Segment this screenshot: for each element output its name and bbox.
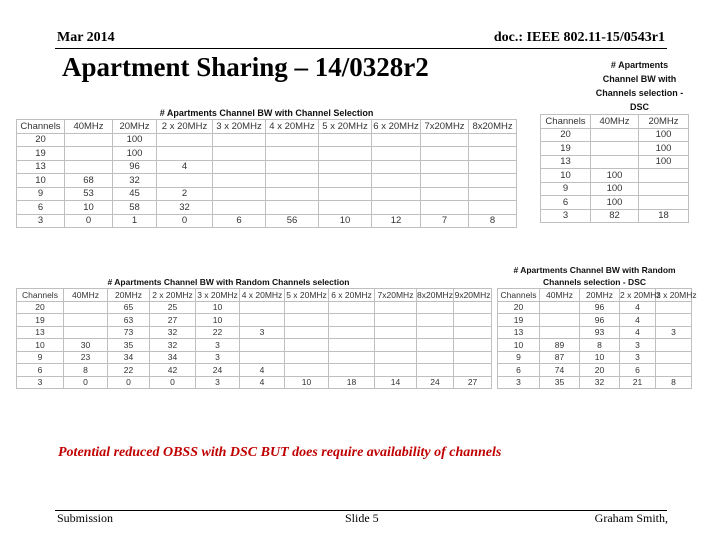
table-cell [469,133,517,147]
table-row [541,169,689,183]
column-header: 6 x 20MHz [373,120,419,132]
table-cell: 20 [541,128,591,142]
footer-submission: Submission [57,511,114,525]
table-cell: 100 [591,196,639,210]
table-cell [266,187,319,201]
table-cell [417,364,454,377]
table-cell: 10 [196,314,240,327]
table-cell [469,147,517,161]
table-caption: DSC [629,102,649,112]
table-cell: 6 [498,364,540,377]
table-row [541,128,689,142]
table-cell: 9 [17,187,65,201]
table-cell [469,187,517,201]
column-header: 40MHz [540,289,580,302]
table-cell [240,314,285,327]
table-cell: 6 [620,364,656,377]
table-cell [375,314,417,327]
table-cell: 0 [64,376,108,389]
table-cell: 35 [108,339,150,352]
table-cell: 19 [17,314,64,327]
table-cell [656,364,692,377]
table-cell: 6 [17,364,64,377]
table-cell: 68 [65,174,113,188]
table-cell: 3 [498,376,540,389]
table-cell [540,326,580,339]
table-cell [421,187,469,201]
table-cell: 4 [240,364,285,377]
table-cell [65,133,113,147]
table-cell [266,147,319,161]
table-cell: 4 [620,326,656,339]
column-header: 7x20MHz [375,289,417,302]
table-cell: 34 [108,351,150,364]
table-cell: 96 [580,301,620,314]
table-cell [213,147,266,161]
table-cell: 14 [375,376,417,389]
table-cell [319,201,372,215]
header-rule [55,48,667,49]
table-row [498,364,692,377]
table-cell: 2 [157,187,213,201]
table-cell [240,339,285,352]
table-cell [372,187,421,201]
table-cell [540,314,580,327]
column-header: 8x20MHz [417,289,453,300]
table-caption: Channels selection - DSC [543,277,646,287]
table-cell: 10 [285,376,329,389]
table-cell [319,147,372,161]
table-cell: 20 [498,301,540,314]
table-cell: 89 [540,339,580,352]
table-cell [213,160,266,174]
table-cell: 13 [498,326,540,339]
table-row [541,182,689,196]
table-cell: 4 [240,376,285,389]
table-cell: 3 [196,339,240,352]
column-header: 20MHz [580,289,620,302]
table-cell [213,133,266,147]
table-cell: 100 [113,133,157,147]
table-cell: 20 [580,364,620,377]
table-cell [65,160,113,174]
table-cell: 8 [580,339,620,352]
table-cell: 8 [64,364,108,377]
table-row [541,142,689,156]
table-cell [329,351,375,364]
table-cell: 19 [541,142,591,156]
table-cell [266,201,319,215]
column-header: Channels [541,115,591,129]
table-cell: 0 [65,214,113,228]
table-cell: 12 [372,214,421,228]
column-header: 2 x 20MHz [620,289,661,300]
table-cell [454,364,492,377]
table-row [17,133,517,147]
table-cell: 25 [150,301,196,314]
table-cell [372,201,421,215]
column-header: 2 x 20MHz [150,289,196,302]
column-header: 9x20MHz [454,289,491,300]
table-cell: 7 [421,214,469,228]
table-cell: 10 [196,301,240,314]
table-cell: 24 [196,364,240,377]
table-row [17,364,492,377]
table-cell: 53 [65,187,113,201]
table-cell: 93 [580,326,620,339]
column-header: 5 x 20MHz [286,289,327,300]
table-cell [285,351,329,364]
table-cell: 22 [196,326,240,339]
table-cell [285,364,329,377]
table-cell: 32 [150,326,196,339]
table-cell [329,364,375,377]
table-row [17,326,492,339]
table-cell: 32 [580,376,620,389]
table-cell: 100 [639,128,689,142]
table-cell: 10 [498,339,540,352]
table-channel-selection-dsc [540,58,688,238]
table-cell [639,169,689,183]
table-cell [375,351,417,364]
table-cell [639,182,689,196]
column-header: 3 x 20MHz [656,289,697,300]
table-cell [372,174,421,188]
table-row [17,314,492,327]
table-cell [417,339,454,352]
table-cell [454,326,492,339]
table-row [17,160,517,174]
table-cell: 10 [580,351,620,364]
column-header: 20MHz [639,115,689,129]
table-cell [375,339,417,352]
table-cell [421,174,469,188]
table-cell: 8 [656,376,692,389]
table-cell [656,314,692,327]
table-cell: 6 [213,214,266,228]
table-cell [656,351,692,364]
table-cell: 27 [454,376,492,389]
table-cell [372,147,421,161]
table-cell: 9 [541,182,591,196]
column-header: 2 x 20MHz [157,120,213,134]
column-header: 20MHz [108,289,150,302]
table-cell: 63 [108,314,150,327]
table-cell [454,351,492,364]
table-cell: 100 [639,155,689,169]
table-cell: 3 [196,351,240,364]
table-cell [266,160,319,174]
table-cell: 100 [113,147,157,161]
column-header: 40MHz [64,289,108,302]
table-cell: 6 [541,196,591,210]
header-doc-id: doc.: IEEE 802.11-15/0543r1 [493,30,665,45]
table-cell: 4 [157,160,213,174]
table-cell [372,133,421,147]
table-cell: 3 [196,376,240,389]
table-row [541,209,689,223]
table-cell: 100 [591,182,639,196]
table-cell: 1 [113,214,157,228]
table-random-channel-selection-dsc [497,264,697,398]
table-cell [285,301,329,314]
table-caption: Channel BW with [602,74,677,84]
table-cell: 3 [240,326,285,339]
column-header: 40MHz [591,115,639,129]
table-cell [454,301,492,314]
table-cell: 58 [113,201,157,215]
table-cell: 10 [17,174,65,188]
column-header: 3 x 20MHz [197,289,238,300]
table-cell: 74 [540,364,580,377]
table-cell [157,147,213,161]
table-row [17,174,517,188]
table-row [498,301,692,314]
table-cell [454,314,492,327]
table-cell [240,301,285,314]
table-row [17,351,492,364]
table-channel-selection [16,106,516,238]
table-cell [591,155,639,169]
table-cell: 6 [17,201,65,215]
table-cell: 96 [580,314,620,327]
table-cell: 56 [266,214,319,228]
table-cell: 45 [113,187,157,201]
table-cell [64,314,108,327]
table-cell: 24 [417,376,454,389]
table-cell: 3 [17,214,65,228]
table-cell: 8 [469,214,517,228]
table-row [17,147,517,161]
table-cell [372,160,421,174]
table-row [498,326,692,339]
table-cell: 9 [498,351,540,364]
table-cell: 23 [64,351,108,364]
table-random-channel-selection [16,276,491,398]
table-cell: 82 [591,209,639,223]
table-caption: # Apartments Channel BW with Random [513,265,676,275]
table-cell: 34 [150,351,196,364]
table-cell [421,160,469,174]
table-cell [421,147,469,161]
table-cell: 20 [17,133,65,147]
conclusion-note: Potential reduced OBSS with DSC BUT does require availability of channels [58,445,502,460]
table-cell: 18 [329,376,375,389]
table-cell: 3 [17,376,64,389]
table-cell [329,314,375,327]
table-cell [469,160,517,174]
table-row [498,376,692,389]
table-cell: 10 [65,201,113,215]
column-header: Channels [17,120,65,134]
table-cell [469,201,517,215]
table-cell [266,174,319,188]
table-cell [319,133,372,147]
table-caption: # Apartments Channel BW with Random Channels selection [107,277,350,287]
table-cell: 100 [639,142,689,156]
table-cell [319,187,372,201]
table-row [498,351,692,364]
table-cell: 0 [157,214,213,228]
table-cell: 100 [591,169,639,183]
table-cell: 87 [540,351,580,364]
table-cell [213,187,266,201]
table-cell [157,174,213,188]
table-cell [64,326,108,339]
table-cell [417,314,454,327]
table-cell [329,326,375,339]
table-cell: 20 [17,301,64,314]
header-date: Mar 2014 [57,30,115,45]
table-cell: 22 [108,364,150,377]
table-cell [285,339,329,352]
table-cell [591,128,639,142]
footer-author: Graham Smith, [594,511,668,525]
table-cell [319,160,372,174]
table-cell [240,351,285,364]
table-caption: # Apartments [610,60,669,70]
table-cell: 3 [620,351,656,364]
table-cell [329,301,375,314]
table-cell: 96 [113,160,157,174]
table-cell [213,201,266,215]
table-cell [375,301,417,314]
table-cell: 13 [541,155,591,169]
table-row [17,376,492,389]
table-cell: 35 [540,376,580,389]
table-cell [375,364,417,377]
table-cell [417,326,454,339]
table-cell [656,301,692,314]
column-header: 3 x 20MHz [213,120,266,134]
table-cell [375,326,417,339]
table-cell [656,339,692,352]
column-header: 4 x 20MHz [240,289,285,302]
table-cell: 10 [319,214,372,228]
table-caption: Channels selection - [595,88,684,98]
table-cell [319,174,372,188]
table-cell [421,133,469,147]
footer-slide-number: Slide 5 [345,511,379,525]
column-header: 20MHz [113,120,157,134]
column-header: 6 x 20MHz [329,289,375,302]
table-cell: 65 [108,301,150,314]
table-cell [285,314,329,327]
table-cell: 0 [108,376,150,389]
table-cell: 4 [620,314,656,327]
slide-title: Apartment Sharing – 14/0328r2 [62,52,429,82]
table-row [17,201,517,215]
table-cell [454,339,492,352]
table-cell: 4 [620,301,656,314]
table-cell [469,174,517,188]
table-caption: # Apartments Channel BW with Channel Selection [159,107,374,118]
table-cell [417,301,454,314]
table-cell: 32 [113,174,157,188]
table-cell: 13 [17,326,64,339]
table-cell: 27 [150,314,196,327]
table-cell: 3 [541,209,591,223]
table-cell: 30 [64,339,108,352]
table-cell [329,339,375,352]
table-cell [540,301,580,314]
table-cell: 42 [150,364,196,377]
table-cell [639,196,689,210]
table-cell: 32 [150,339,196,352]
table-cell [421,201,469,215]
column-header: 4 x 20MHz [266,120,319,134]
table-cell [157,133,213,147]
table-row [17,187,517,201]
table-row [17,214,517,228]
table-cell: 10 [541,169,591,183]
table-cell: 19 [17,147,65,161]
table-row [541,155,689,169]
table-cell [285,326,329,339]
column-header: 5 x 20MHz [319,120,372,134]
table-cell [213,174,266,188]
table-row [498,314,692,327]
table-cell: 73 [108,326,150,339]
table-cell [64,301,108,314]
table-cell: 10 [17,339,64,352]
table-cell: 21 [620,376,656,389]
table-cell [65,147,113,161]
table-cell: 3 [620,339,656,352]
table-row [17,301,492,314]
column-header: Channels [498,289,540,302]
column-header: 40MHz [65,120,113,134]
table-cell: 18 [639,209,689,223]
table-cell: 32 [157,201,213,215]
table-cell: 0 [150,376,196,389]
table-cell [417,351,454,364]
table-cell [591,142,639,156]
table-row [498,339,692,352]
table-cell: 13 [17,160,65,174]
table-cell: 19 [498,314,540,327]
table-cell [266,133,319,147]
table-cell: 3 [656,326,692,339]
column-header: 8x20MHz [469,120,517,134]
table-row [17,339,492,352]
table-cell: 9 [17,351,64,364]
table-row [541,196,689,210]
column-header: Channels [17,289,64,302]
column-header: 7x20MHz [421,120,469,134]
